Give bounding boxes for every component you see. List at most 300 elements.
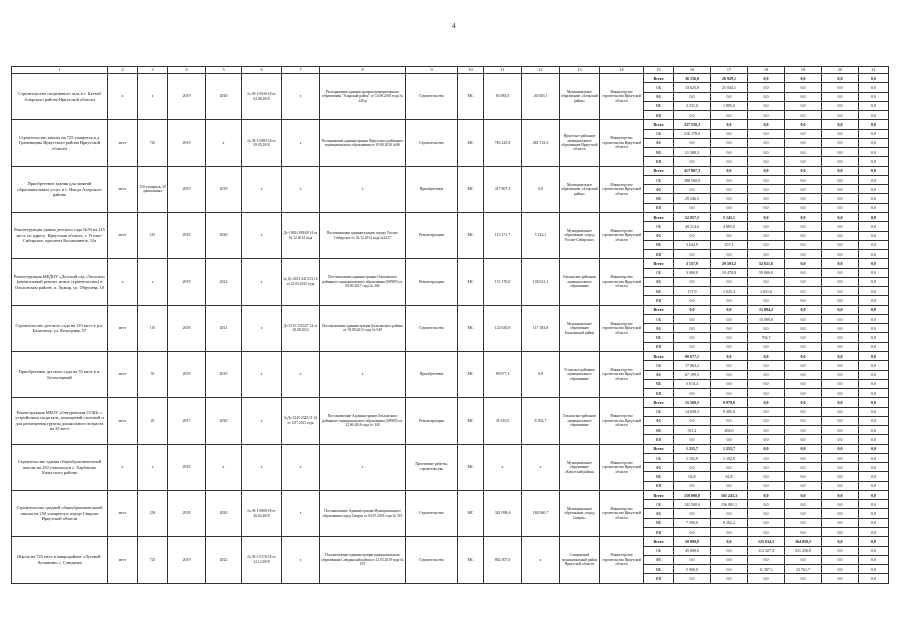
funding-source-label: ФБ [644,555,674,564]
funding-value: 0,0 [859,268,889,277]
funding-value: 0,0 [674,463,711,472]
funding-value: 142 500,0 [674,500,711,509]
project-cell-c10: МС [458,166,484,212]
project-cell-c4: 2018 [168,305,206,351]
project-cell-c3: 725 [138,120,168,166]
funding-value: 0,0 [822,490,859,499]
funding-value: 0,0 [674,481,711,490]
project-cell-c14: Министерство строительства Иркутской области [600,166,644,212]
project-cell-c3: 120 учащихся, 50 дошкольных [138,166,168,212]
project-cell-c8: Распоряжение администрации Иркутского районного муниципального образования от 10.08.2018 №86 [320,120,406,166]
project-cell-c10: МС [458,398,484,444]
column-number: 2 [108,67,138,74]
project-cell-c2: х [108,444,138,490]
funding-source-label: ИИ [644,389,674,398]
funding-value: 0,0 [748,361,785,370]
funding-value: 5 142,1 [711,212,748,221]
project-cell-c9: Реконструкция [406,212,458,258]
funding-source-label: МБ [644,426,674,435]
funding-source-label: ОБ [644,407,674,416]
funding-value: 0,0 [859,500,889,509]
funding-value: 0,0 [822,416,859,425]
funding-value: 0,0 [748,389,785,398]
funding-value: 0,0 [859,453,889,462]
funding-value: 0,0 [859,231,889,240]
funding-value: 26 929,1 [711,74,748,83]
funding-value: 0,0 [785,416,822,425]
funding-value: 417 807,3 [674,166,711,175]
funding-value: 0,0 [748,92,785,101]
funding-value: 8 262,2 [711,518,748,527]
funding-value: 0,0 [785,83,822,92]
funding-value: 0,0 [859,212,889,221]
funding-value: 114 327,4 [748,546,785,555]
column-number: 13 [560,67,600,74]
funding-value: 0,0 [748,370,785,379]
investment-register-table [11,66,889,584]
funding-value: 0,0 [822,463,859,472]
funding-value: 0,0 [674,333,711,342]
project-cell-c10: МС [458,212,484,258]
project-cell-c5: 2020 [206,74,242,120]
funding-value: 15 099,6 [748,314,785,323]
funding-value: 11 307,1 [748,565,785,574]
funding-value: 0,0 [822,370,859,379]
funding-value: 0,0 [822,342,859,351]
funding-value: 21 380,3 [674,148,711,157]
page-number: 4 [452,22,456,30]
funding-value: 3 642,9 [674,240,711,249]
funding-value: 0,0 [859,389,889,398]
project-cell-c11: 63 083,5 [484,74,522,120]
project-cell-c11: 31 610,5 [484,398,522,444]
funding-value: 0,0 [859,333,889,342]
funding-source-label: МБ [644,565,674,574]
funding-value: 0,0 [859,157,889,166]
funding-value: 0,0 [859,537,889,546]
funding-value: 0,0 [859,565,889,574]
funding-value: 150 000,0 [674,490,711,499]
funding-value: 0,0 [711,111,748,120]
funding-value: 0,0 [674,157,711,166]
funding-value: 0,0 [822,555,859,564]
funding-source-label: ИИ [644,342,674,351]
funding-value: 0,0 [822,537,859,546]
funding-value: 156 981,1 [711,500,748,509]
funding-value: 0,0 [859,509,889,518]
funding-value: 0,0 [748,509,785,518]
funding-source-label: ФБ [644,138,674,147]
funding-value: 0,0 [859,324,889,333]
funding-value: 0,0 [859,101,889,110]
project-name: Реконструкция МБОУ «Онгуренская СОШ» с устройством спортзала, помещений столовой и для размещения группы дошкольного возраста на 25 мест [12,398,108,444]
project-cell-c13: Ольхонское районное муниципальное образование [560,259,600,305]
funding-value: 0,0 [748,185,785,194]
funding-source-label: ОБ [644,222,674,231]
project-cell-c3: 250 [138,490,168,536]
funding-value: 0,0 [822,277,859,286]
project-cell-c12: 184 940,7 [522,490,560,536]
project-cell-c12: 481 133,3 [522,120,560,166]
funding-value: 0,0 [674,314,711,323]
funding-value: 0,0 [748,148,785,157]
funding-value: 257,1 [711,240,748,249]
funding-source-label: ИИ [644,111,674,120]
funding-value: 1 192,9 [674,453,711,462]
funding-value: 0,0 [785,389,822,398]
funding-value: 0,0 [822,314,859,323]
project-cell-c5: х [206,120,242,166]
project-cell-c5: х [206,444,242,490]
funding-source-label: ФБ [644,324,674,333]
project-name: Строительство здания общеобразовательной школы на 250 учащихся в с. Харбатово Качугского района [12,444,108,490]
funding-value: 0,0 [748,528,785,537]
funding-value: 0,0 [748,472,785,481]
funding-value: 0,0 [859,203,889,212]
project-cell-c3: 110 [138,305,168,351]
funding-value: 0,0 [822,296,859,305]
funding-value: 0,0 [711,314,748,323]
funding-value: 0,0 [711,231,748,240]
funding-value: 0,0 [748,111,785,120]
funding-value: 0,0 [711,416,748,425]
funding-source-label: ИИ [644,157,674,166]
funding-value: 0,0 [785,120,822,129]
table-row [12,398,889,407]
column-number: 8 [320,67,406,74]
funding-value: 0,0 [711,370,748,379]
funding-value: 0,0 [859,185,889,194]
table-row [12,537,889,546]
funding-source-label: ОБ [644,129,674,138]
funding-value: 0,0 [711,203,748,212]
funding-value: 0,0 [785,203,822,212]
funding-value: 0,0 [674,574,711,583]
funding-value: 0,0 [748,518,785,527]
funding-value: 0,0 [785,463,822,472]
project-cell-c3: 725 [138,537,168,583]
funding-value: 0,0 [785,175,822,184]
project-cell-c5: 2020 [206,212,242,258]
funding-value: 0,0 [674,203,711,212]
funding-value: 0,0 [822,481,859,490]
project-cell-c3: 25 [138,398,168,444]
funding-value: 0,0 [748,379,785,388]
project-name: Школа на 725 мест в микрорайоне «Луговой-Лучинино» г. Слюдянка [12,537,108,583]
project-cell-c11: 90 677,1 [484,351,522,397]
funding-value: 90 677,1 [674,351,711,360]
column-number: 19 [785,67,822,74]
project-cell-c3: х [138,259,168,305]
funding-value: 0,0 [748,463,785,472]
funding-value: 0,0 [711,92,748,101]
project-cell-c4: 2018 [168,212,206,258]
funding-value: 0,0 [785,398,822,407]
project-cell-c14: Министерство строительства Иркутской области [600,259,644,305]
project-cell-c12: 6 502,7 [522,398,560,444]
project-cell-c9: Строительство [406,305,458,351]
project-cell-c8: х [320,166,406,212]
project-name: Реконструкция здания детского сада №39 на 215 мест, по адресу: Иркутская область, г. Усолье-Сибирское, проспект Космонавтов, 12а [12,212,108,258]
funding-value: 0,0 [822,268,859,277]
funding-value: 0,0 [711,528,748,537]
project-cell-c8: Постановление администрации города Усолье-Сибирское от 24.12.2014 года №2227 [320,212,406,258]
funding-value: 0,0 [711,509,748,518]
table-row [12,444,889,453]
project-cell-c12: 117 183,8 [522,305,560,351]
funding-value: 0,0 [711,389,748,398]
funding-value: 125 634,5 [748,537,785,546]
column-number: 11 [484,67,522,74]
funding-value: 0,0 [748,324,785,333]
project-name: Строительство спортивного зала в с. Бахтай Аларского района Иркутской области [12,74,108,120]
project-cell-c14: Министерство строительства Иркутской области [600,444,644,490]
funding-value: 237 558,3 [674,120,711,129]
project-cell-c14: Министерство строительства Иркутской области [600,351,644,397]
funding-source-label: Всего [644,212,674,221]
project-cell-c11: х [484,444,522,490]
project-cell-c2: мест [108,537,138,583]
project-name: Приобретение здания для занятий образовательных услуг в с. Ныгда Аларского района [12,166,108,212]
funding-value: 50 000,0 [674,537,711,546]
funding-source-label: Всего [644,120,674,129]
table-row [12,120,889,129]
funding-value: 0,0 [859,166,889,175]
project-cell-c7: х [282,444,320,490]
funding-source-label: ИИ [644,574,674,583]
project-cell-c13: Муниципальное образование Балаганский район [560,305,600,351]
funding-value: 0,0 [785,435,822,444]
funding-value: 0,0 [822,231,859,240]
funding-value: 0,0 [859,490,889,499]
column-number: 10 [458,67,484,74]
project-cell-c2: х [108,259,138,305]
funding-value: 0,0 [748,574,785,583]
funding-source-label: МБ [644,194,674,203]
project-cell-c4: 2019 [168,74,206,120]
funding-value: 0,0 [785,555,822,564]
funding-value: 3 157,9 [674,259,711,268]
funding-value: 0,0 [859,222,889,231]
funding-source-label: МБ [644,518,674,527]
funding-value: 0,0 [674,416,711,425]
funding-value: 331 256,8 [785,546,822,555]
funding-value: 2 531,0 [674,101,711,110]
funding-value: 0,0 [859,194,889,203]
project-cell-c11: 417 807,3 [484,166,522,212]
funding-value: 0,0 [748,166,785,175]
funding-value: 0,0 [674,250,711,259]
project-cell-c2: мест [108,166,138,212]
funding-source-label: Всего [644,444,674,453]
funding-value: 17 863,2 [674,361,711,370]
funding-value: 0,0 [859,175,889,184]
funding-value: 0,0 [822,111,859,120]
project-cell-c6: х [242,305,282,351]
funding-source-label: МБ [644,472,674,481]
project-name: Строительство средней общеобразовательной школы на 250 учащихся в городе Свирске Иркутской области [12,490,108,536]
project-cell-c11: 341 098,4 [484,490,522,536]
project-cell-c6: № 38-1-0176-18 от 12.12.2018 [242,537,282,583]
funding-value: 0,0 [711,277,748,286]
funding-value: 0,0 [822,287,859,296]
project-cell-c9: Приобретение [406,166,458,212]
project-cell-c14: Министерство строительства Иркутской области [600,537,644,583]
funding-value: 0,0 [674,111,711,120]
funding-value: 0,0 [785,500,822,509]
funding-source-label: Всего [644,351,674,360]
funding-source-label: МБ [644,287,674,296]
project-cell-c8: Распоряжение администрации муниципального образования "Аларский район" от 14.08.2018 года № 226-р [320,74,406,120]
funding-source-label: Всего [644,398,674,407]
funding-value: 0,0 [748,277,785,286]
funding-value: 0,0 [822,166,859,175]
funding-value: 0,0 [674,389,711,398]
funding-value: 0,0 [822,333,859,342]
funding-value: 0,0 [711,305,748,314]
project-cell-c14: Министерство строительства Иркутской области [600,74,644,120]
project-cell-c2: мест [108,490,138,536]
funding-value: 0,0 [711,351,748,360]
funding-value: 0,0 [711,435,748,444]
project-cell-c6: № 38-1-0000-18 от 26.02.2018 [242,490,282,536]
project-cell-c10: МС [458,351,484,397]
project-cell-c10: МС [458,305,484,351]
column-number: 3 [138,67,168,74]
project-cell-c2: мест [108,398,138,444]
funding-value: 0,0 [748,222,785,231]
funding-value: 0,0 [785,574,822,583]
project-cell-c8: х [320,444,406,490]
funding-value: 0,0 [748,203,785,212]
project-cell-c9: Проектные работы, строительство [406,444,458,490]
project-cell-c6: № 38-1-0636-18 от 02.08.2018 [242,74,282,120]
funding-value: 0,0 [711,463,748,472]
project-cell-c14: Министерство строительства Иркутской области [600,305,644,351]
funding-value: 216 178,0 [674,129,711,138]
funding-value: 0,0 [859,74,889,83]
project-cell-c11: 802 307,0 [484,537,522,583]
project-cell-c10: МС [458,490,484,536]
funding-value: 0,0 [748,398,785,407]
project-cell-c5: 2022 [206,537,242,583]
project-cell-c5: 2019 [206,166,242,212]
funding-source-label: Всего [644,537,674,546]
funding-source-label: ФБ [644,92,674,101]
funding-value: 29 503,2 [711,259,748,268]
project-cell-c12: 148 012,1 [522,259,560,305]
funding-value: 15 569,5 [674,398,711,407]
funding-value: 0,0 [674,324,711,333]
project-cell-c12: х [522,444,560,490]
project-cell-c14: Министерство строительства Иркутской области [600,212,644,258]
funding-value: 0,0 [711,481,748,490]
column-number-row [12,67,889,74]
funding-value: 0,0 [822,305,859,314]
funding-value: 0,0 [748,426,785,435]
funding-source-label: ОБ [644,361,674,370]
funding-value: 0,0 [785,351,822,360]
project-cell-c8: Постановление Администрации Ольхонского районного муниципального образования (ОРМО) от 22.06.2016 года № 140 [320,398,406,444]
funding-value: 0,0 [748,351,785,360]
funding-value: 2 631,6 [748,287,785,296]
project-cell-c4: 2019 [168,259,206,305]
project-cell-c13: Ольхонское районное муниципальное образование [560,398,600,444]
funding-value: 0,0 [822,212,859,221]
funding-value: 0,0 [748,250,785,259]
funding-value: 25 044,1 [711,83,748,92]
funding-value: 0,0 [859,92,889,101]
funding-value: 0,0 [859,287,889,296]
table-row [12,166,889,175]
funding-value: 0,0 [859,407,889,416]
funding-value: 0,0 [785,490,822,499]
funding-value: 0,0 [822,194,859,203]
funding-value: 0,0 [785,453,822,462]
funding-source-label: ИИ [644,528,674,537]
funding-source-label: Всего [644,74,674,83]
column-number: 14 [600,67,644,74]
table-row [12,351,889,360]
funding-value: 0,0 [748,129,785,138]
funding-value: 0,0 [859,379,889,388]
funding-value: 0,0 [785,212,822,221]
funding-value: 9 879,0 [711,398,748,407]
funding-value: 0,0 [785,111,822,120]
funding-value: 0,0 [822,472,859,481]
funding-source-label: ОБ [644,453,674,462]
funding-value: 14 658,3 [674,407,711,416]
funding-value: 0,0 [748,194,785,203]
funding-value: 0,0 [785,379,822,388]
funding-value: 0,0 [822,259,859,268]
project-cell-c7: х [282,490,320,536]
funding-value: 0,0 [822,546,859,555]
funding-value: 50 000,0 [748,268,785,277]
funding-value: 0,0 [711,342,748,351]
funding-value: 0,0 [711,379,748,388]
funding-source-label: Всего [644,490,674,499]
project-cell-c10: МС [458,444,484,490]
funding-value: 0,0 [785,157,822,166]
funding-value: 494,0 [711,426,748,435]
funding-value: 0,0 [822,379,859,388]
funding-source-label: Всего [644,305,674,314]
funding-value: 0,0 [711,565,748,574]
funding-value: 0,0 [859,398,889,407]
project-cell-c8: Постановление администрации муниципального образования Слюдянский район от 21.03.2019 года № 167 [320,537,406,583]
funding-value: 0,0 [711,120,748,129]
funding-value: 0,0 [859,240,889,249]
funding-value: 0,0 [785,92,822,101]
project-cell-c11: 113 171,7 [484,212,522,258]
column-number: 20 [822,67,859,74]
project-cell-c7: №Дс-2345-2345/11.14 от 5.07.2015 года [282,398,320,444]
project-cell-c9: Строительство [406,120,458,166]
project-cell-c13: Муниципальное образование «Аларский район» [560,74,600,120]
project-cell-c13: Муниципальное образование «Качугский район» [560,444,600,490]
funding-source-label: ОБ [644,314,674,323]
funding-value: 0,0 [859,138,889,147]
funding-value: 0,0 [859,250,889,259]
funding-value: 0,0 [674,435,711,444]
funding-value: 0,0 [748,500,785,509]
project-name: Строительство школы на 725 учащихся в д. Грановщина Иркутского района Иркутской области [12,120,108,166]
funding-value: 29 246,5 [674,194,711,203]
project-cell-c12: х [522,537,560,583]
funding-value: 0,0 [711,194,748,203]
funding-value: 0,0 [822,92,859,101]
